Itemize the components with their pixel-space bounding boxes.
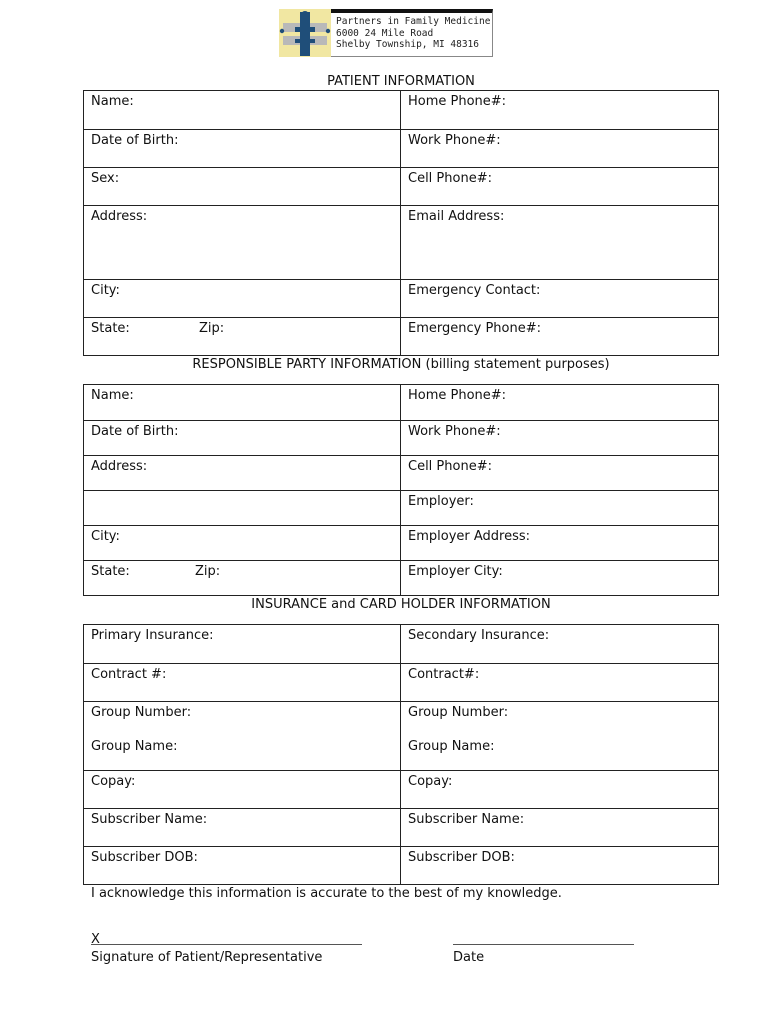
rp-address-field[interactable] — [84, 456, 401, 491]
rp-dob-label: Date of Birth: — [91, 424, 179, 439]
patient-work-phone-label: Work Phone#: — [408, 133, 501, 148]
org-street: 6000 24 Mile Road — [336, 27, 434, 39]
patient-city-field[interactable] — [84, 280, 401, 318]
rp-state-label: State: — [91, 564, 130, 579]
secondary-subscriber-dob-label: Subscriber DOB: — [408, 850, 515, 865]
signature-x-mark: X — [91, 932, 100, 947]
secondary-insurance-label: Secondary Insurance: — [408, 628, 550, 643]
patient-address-label: Address: — [91, 209, 148, 224]
primary-copay-label: Copay: — [91, 774, 136, 789]
patient-sex-field[interactable] — [84, 168, 401, 206]
rp-home-phone-label: Home Phone#: — [408, 388, 507, 403]
secondary-subscriber-dob-field[interactable] — [401, 847, 719, 885]
patient-email-label: Email Address: — [408, 209, 505, 224]
secondary-copay-field[interactable] — [401, 771, 719, 809]
secondary-group-field[interactable] — [401, 702, 719, 771]
patient-emergency-phone-field[interactable] — [401, 318, 719, 356]
secondary-group-name-label: Group Name: — [408, 739, 495, 754]
responsible-party-table — [83, 384, 719, 596]
rp-work-phone-field[interactable] — [401, 421, 719, 456]
primary-group-number-label: Group Number: — [91, 705, 192, 720]
patient-info-table — [83, 90, 719, 356]
rp-home-phone-field[interactable] — [401, 385, 719, 421]
patient-work-phone-field[interactable] — [401, 130, 719, 168]
secondary-copay-label: Copay: — [408, 774, 453, 789]
patient-home-phone-field[interactable] — [401, 91, 719, 130]
primary-group-field[interactable] — [84, 702, 401, 771]
patient-name-field[interactable] — [84, 91, 401, 130]
rp-zip-label: Zip: — [195, 564, 221, 579]
responsible-section-title: RESPONSIBLE PARTY INFORMATION (billing statement purposes) — [192, 357, 610, 372]
caduceus-logo-icon — [279, 9, 331, 57]
patient-address-field[interactable] — [84, 206, 401, 280]
primary-subscriber-dob-label: Subscriber DOB: — [91, 850, 198, 865]
date-line[interactable] — [453, 944, 634, 945]
practice-address-block — [331, 9, 493, 57]
signature-line[interactable] — [91, 944, 362, 945]
rp-work-phone-label: Work Phone#: — [408, 424, 501, 439]
secondary-subscriber-name-field[interactable] — [401, 809, 719, 847]
secondary-insurance-field[interactable] — [401, 625, 719, 664]
patient-state-label: State: — [91, 321, 130, 336]
rp-employer-city-field[interactable] — [401, 561, 719, 596]
org-name: Partners in Family Medicine — [336, 16, 491, 27]
rp-cell-phone-label: Cell Phone#: — [408, 459, 492, 474]
patient-sex-label: Sex: — [91, 171, 120, 186]
rp-cell-phone-field[interactable] — [401, 456, 719, 491]
acknowledgement-text: I acknowledge this information is accurate to the best of my knowledge. — [91, 886, 562, 901]
insurance-section-title: INSURANCE and CARD HOLDER INFORMATION — [251, 597, 551, 612]
patient-city-label: City: — [91, 283, 120, 298]
rp-dob-field[interactable] — [84, 421, 401, 456]
primary-contract-field[interactable] — [84, 664, 401, 702]
primary-insurance-field[interactable] — [84, 625, 401, 664]
rp-employer-field[interactable] — [401, 491, 719, 526]
patient-emergency-contact-field[interactable] — [401, 280, 719, 318]
patient-dob-field[interactable] — [84, 130, 401, 168]
rp-employer-address-field[interactable] — [401, 526, 719, 561]
patient-zip-label: Zip: — [199, 321, 225, 336]
primary-subscriber-name-label: Subscriber Name: — [91, 812, 208, 827]
primary-insurance-label: Primary Insurance: — [91, 628, 214, 643]
secondary-contract-field[interactable] — [401, 664, 719, 702]
rp-address-line2-field[interactable] — [84, 491, 401, 526]
patient-cell-phone-label: Cell Phone#: — [408, 171, 492, 186]
org-city-state: Shelby Township, MI 48316 — [336, 39, 479, 50]
header-logo — [279, 9, 493, 57]
primary-subscriber-name-field[interactable] — [84, 809, 401, 847]
secondary-contract-label: Contract#: — [408, 667, 480, 682]
secondary-subscriber-name-label: Subscriber Name: — [408, 812, 525, 827]
date-label: Date — [453, 950, 485, 965]
patient-home-phone-label: Home Phone#: — [408, 94, 507, 109]
rp-employer-label: Employer: — [408, 494, 474, 509]
patient-cell-phone-field[interactable] — [401, 168, 719, 206]
patient-name-label: Name: — [91, 94, 134, 109]
rp-city-field[interactable] — [84, 526, 401, 561]
patient-section-title: PATIENT INFORMATION — [327, 74, 475, 89]
primary-subscriber-dob-field[interactable] — [84, 847, 401, 885]
patient-dob-label: Date of Birth: — [91, 133, 179, 148]
patient-state-zip-field[interactable] — [84, 318, 401, 356]
patient-emergency-phone-label: Emergency Phone#: — [408, 321, 541, 336]
primary-copay-field[interactable] — [84, 771, 401, 809]
rp-name-label: Name: — [91, 388, 134, 403]
signature-label: Signature of Patient/Representative — [91, 950, 323, 965]
rp-address-label: Address: — [91, 459, 148, 474]
rp-state-zip-field[interactable] — [84, 561, 401, 596]
patient-email-field[interactable] — [401, 206, 719, 280]
patient-emergency-contact-label: Emergency Contact: — [408, 283, 541, 298]
rp-employer-address-label: Employer Address: — [408, 529, 531, 544]
rp-name-field[interactable] — [84, 385, 401, 421]
secondary-group-number-label: Group Number: — [408, 705, 509, 720]
primary-group-name-label: Group Name: — [91, 739, 178, 754]
rp-employer-city-label: Employer City: — [408, 564, 503, 579]
rp-city-label: City: — [91, 529, 120, 544]
insurance-table — [83, 624, 719, 885]
primary-contract-label: Contract #: — [91, 667, 167, 682]
